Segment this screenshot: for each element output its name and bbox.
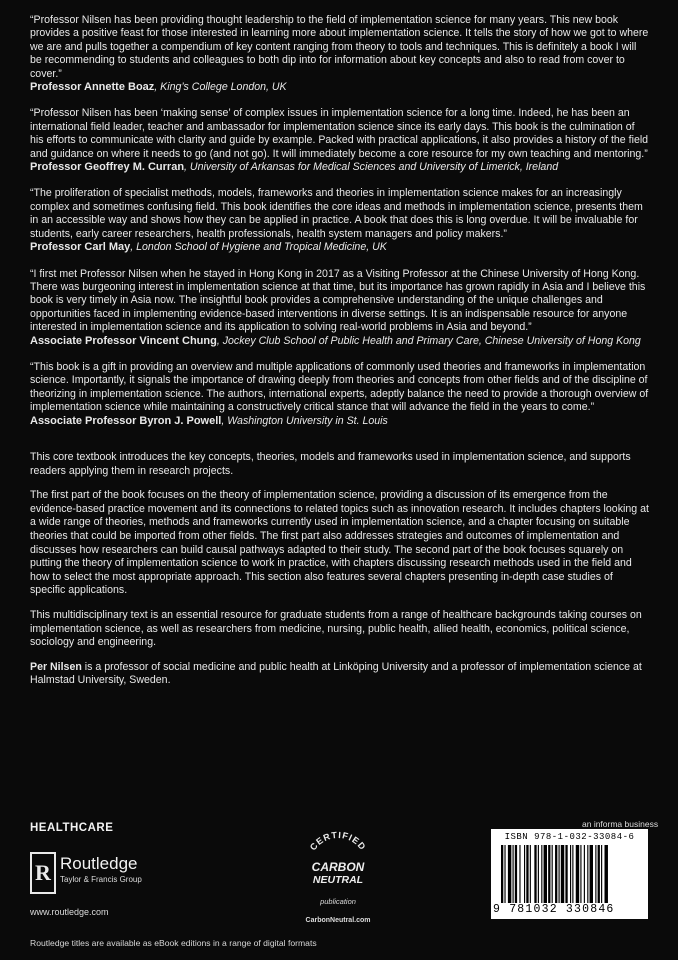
- barcode-bar: [584, 845, 585, 903]
- barcode-bar: [504, 845, 505, 903]
- publisher-group: Taylor & Francis Group: [60, 875, 142, 884]
- carbon-certified-text: CERTIFIED: [307, 829, 369, 853]
- endorsement-5: [30, 361, 650, 428]
- barcode-bar: [580, 845, 581, 903]
- endorsement-1: [30, 14, 650, 94]
- endorsement-4: [30, 268, 650, 348]
- carbon-neutral-badge: [298, 826, 378, 928]
- endorsement-byline: [30, 415, 650, 428]
- barcode-bar: [595, 845, 596, 903]
- barcode-bar: [590, 845, 593, 903]
- isbn-digits: 9 781032 330846: [493, 903, 615, 916]
- barcode-bar: [519, 845, 520, 903]
- endorser-name: Professor Geoffrey M. Curran: [30, 161, 185, 174]
- barcode-bar: [576, 845, 579, 903]
- barcode-bar: [552, 845, 553, 903]
- description-audience: This multidisciplinary text is an essential resource for graduate students from a range of healthcare backgrounds taking courses on implementation science, as well as researchers from medicine, nursing, public health, allied health, economics, political science, sociology and engineering.: [30, 608, 642, 649]
- barcode-bar: [530, 845, 531, 903]
- endorsement-byline: [30, 241, 650, 254]
- barcode-bar: [598, 845, 600, 903]
- endorsement-quote: “Professor Nilsen has been providing thought leadership to the field of implementation science for many years. This new book provides a positive feast for those interested in learning more about implementation science. It tells the story of how we got to where we are and pulls together a compendium of key content ranging from theory to tools and techniques. This is definitely a book I will be recommending to students and colleagues to both dip into for information about key concepts and also to read from cover to cover.”: [30, 14, 649, 80]
- endorser-name: Professor Annette Boaz: [30, 81, 155, 94]
- author-bio: [30, 661, 650, 688]
- barcode-bar: [587, 845, 588, 903]
- description-parts: The first part of the book focuses on the theory of implementation science, providing a discussion of its emergence from the evidence-based practice movement and its connections to related topics such as innovation research. It includes chapters looking at a wide range of theories, methods and frameworks currently used in implementation science, and a chapter focusing on suitable theories that could be imported from other fields. The first part also addresses strategies and outcomes of implementation and discusses how researchers can build causal pathways adapted to their study. The second part of the book focuses squarely on putting the theory of implementation science to work in practice, with chapters discussing research methods used in the field and how to select the most appropriate approach. This section also features several chapters presenting in-depth case studies of specific applications.: [30, 489, 649, 597]
- publisher-logo: [30, 852, 170, 922]
- spacer: [30, 441, 650, 451]
- endorser-affiliation: , Washington University in St. Louis: [221, 414, 388, 427]
- ebook-notice: Routledge titles are available as eBook editions in a range of digital formats: [30, 938, 317, 948]
- endorser-affiliation: , Jockey Club School of Public Health and Primary Care, Chinese University of Hong Kong: [216, 334, 641, 347]
- isbn-label: ISBN 978-1-032-33084-6: [504, 832, 635, 842]
- barcode-bar: [548, 845, 550, 903]
- endorsement-quote: “This book is a gift in providing an overview and multiple applications of commonly used theories and frameworks in implementation science. Importantly, it signals the importance of drawing deeply from theories and concepts from other fields and of the discipline of theorizing in implementation science. The authors, international experts, adeptly balance the need to provide a thorough overview of implementation science while maintaining a constructively critical stance that will advance the field in the years to come.”: [30, 360, 649, 414]
- carbon-url: CarbonNeutral.com: [305, 917, 371, 924]
- barcode-bar: [572, 845, 573, 903]
- routledge-r-icon: R: [30, 852, 56, 894]
- publisher-url: www.routledge.com: [30, 907, 109, 917]
- carbon-main-2: NEUTRAL: [312, 874, 364, 886]
- barcode-bar: [538, 845, 539, 903]
- barcode-icon: [501, 845, 640, 903]
- carbon-neutral-icon: [298, 826, 378, 928]
- svg-text:CERTIFIED: [308, 830, 368, 852]
- barcode-bar: [501, 845, 503, 903]
- endorser-name: Associate Professor Byron J. Powell: [30, 414, 222, 427]
- publisher-name: Routledge: [60, 854, 138, 873]
- endorser-affiliation: , London School of Hygiene and Tropical Medicine, UK: [130, 241, 387, 254]
- back-cover-text: [30, 14, 650, 699]
- barcode-bar: [526, 845, 528, 903]
- barcode-bar: [570, 845, 571, 903]
- barcode-bar: [524, 845, 525, 903]
- endorsement-2: [30, 107, 650, 174]
- endorser-affiliation: , University of Arkansas for Medical Sciences and University of Limerick, Ireland: [184, 161, 559, 174]
- carbon-sub: publication: [320, 897, 356, 906]
- endorsement-byline: [30, 81, 650, 94]
- description-intro: This core textbook introduces the key concepts, theories, models and frameworks used in implementation science, and supports readers applying them in research projects.: [30, 450, 631, 477]
- endorsement-quote: “Professor Nilsen has been ‘making sense’ of complex issues in implementation science for a long time. Indeed, he has been an international field leader, teacher and ambassador for implementation science since its early days. This book is the culmination of his efforts to communicate with clarity and guide by example. Packed with practical applications, it also provides a history of the field and guidance on where it needs to go (and not go). It will immediately become a core resource for my own teaching and mentoring.”: [30, 107, 649, 160]
- carbon-main-1: CARBON: [311, 860, 365, 874]
- barcode-bar: [605, 845, 608, 903]
- author-name: Per Nilsen: [30, 660, 82, 673]
- barcode-bar: [555, 845, 557, 903]
- endorsement-byline: [30, 161, 650, 174]
- endorser-name: Associate Professor Vincent Chung: [30, 334, 217, 347]
- barcode-bar: [561, 845, 564, 903]
- barcode-bar: [544, 845, 547, 903]
- endorsement-3: [30, 187, 650, 254]
- subject-category: HEALTHCARE: [30, 822, 114, 834]
- author-bio-text: is a professor of social medicine and public health at Linköping University and a professor of implementation science at Halmstad University, Sweden.: [30, 660, 642, 687]
- barcode-bar: [515, 845, 517, 903]
- endorsement-quote: “I first met Professor Nilsen when he stayed in Hong Kong in 2017 as a Visiting Professor at the Chinese University of Hong Kong. There was burgeoning interest in implementation science at that time, but its importance has grown rapidly in Asia and I believe this book is very timely in Asia now. The insightful book provides a comprehensive understanding of the unique challenges and opportunities faced in implementing evidence-based interventions in diverse settings. It is an indispensable resource for anyone interested in implementation science and its application to solving real-world problems in Asia and beyond.”: [30, 267, 646, 334]
- endorser-affiliation: , King’s College London, UK: [154, 81, 287, 94]
- barcode-bar: [541, 845, 542, 903]
- endorsement-quote: “The proliferation of specialist methods, models, frameworks and theories in implementation science makes for an increasingly complex and sometimes confusing field. This book identifies the core ideas and methods in implementation science, presents them in an accessible way and shows how they can be applied in practice. A book that does this is long overdue. It will be invaluable for students, early career researchers, health professionals, health system managers and policy makers.”: [30, 187, 643, 240]
- informa-business: an informa business: [582, 819, 659, 829]
- barcode-bar: [534, 845, 536, 903]
- endorsement-byline: [30, 335, 650, 348]
- barcode-bar: [513, 845, 514, 903]
- barcode-bar: [559, 845, 560, 903]
- endorser-name: Professor Carl May: [30, 241, 131, 254]
- isbn-barcode: [491, 829, 648, 919]
- barcode-bar: [508, 845, 511, 903]
- barcode-bar: [565, 845, 567, 903]
- barcode-bar: [601, 845, 602, 903]
